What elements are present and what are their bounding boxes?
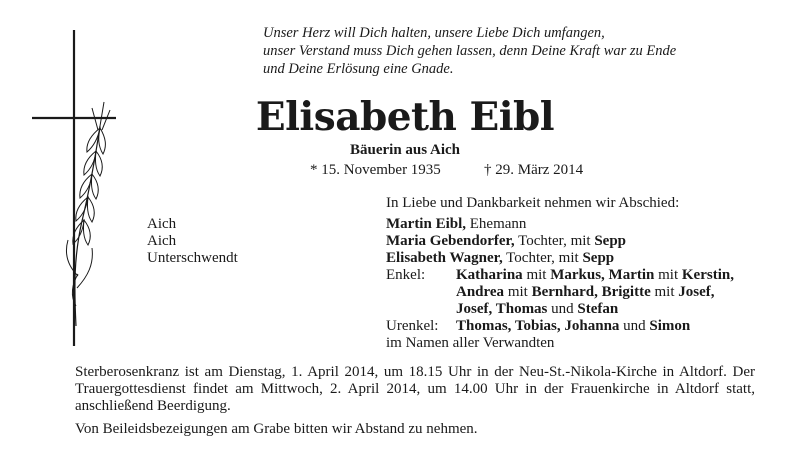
name-segment: Katharina: [456, 267, 523, 283]
mourner-place: Aich: [147, 233, 177, 249]
farewell-intro: In Liebe und Dankbarkeit nehmen wir Abschied:: [386, 195, 680, 211]
deceased-name: Elisabeth Eibl: [255, 94, 555, 140]
great-grandchildren-block: [386, 318, 734, 335]
name-segment: Josef,: [678, 284, 715, 300]
mourner-relation: Ehemann: [466, 216, 527, 232]
mourner-name: Maria Gebendorfer,: [386, 233, 515, 249]
mourner-line: [386, 250, 734, 267]
name-segment: Bernhard, Brigitte: [531, 284, 651, 300]
text-segment: und: [547, 301, 578, 317]
name-segment: Kerstin,: [681, 267, 734, 283]
mourner-partner: Sepp: [582, 250, 615, 266]
grandchildren-line: [456, 301, 734, 318]
mourner-relation: Tochter, mit: [514, 233, 595, 249]
poem-line: und Deine Erlösung eine Gnade.: [263, 61, 454, 77]
great-grandchildren-label: Urenkel:: [386, 318, 439, 334]
relatives-line: im Namen aller Verwandten: [386, 335, 555, 351]
name-segment: Thomas, Tobias, Johanna: [456, 318, 620, 334]
name-segment: Josef, Thomas: [456, 301, 548, 317]
cross-with-wheat-icon: [30, 26, 120, 348]
mourner-line: [386, 216, 734, 233]
mourner-list: [386, 216, 734, 352]
birth-date: * 15. November 1935: [310, 162, 441, 178]
poem-line: unser Verstand muss Dich gehen lassen, denn Deine Kraft war zu Ende: [263, 43, 677, 59]
text-segment: mit: [654, 267, 682, 283]
funeral-details: Sterberosenkranz ist am Dienstag, 1. April 2014, um 18.15 Uhr in der Neu-St.-Nikola-Kirche in Altdorf. Der Trauergottesdienst findet am Mittwoch, 2. April 2014, um 14.00 Uhr in der Frauenkirche in Altdorf statt, anschließend Beerdigung.: [75, 364, 755, 414]
mourner-partner: Sepp: [594, 233, 627, 249]
name-segment: Simon: [649, 318, 691, 334]
deceased-occupation: Bäuerin aus Aich: [349, 142, 461, 158]
text-segment: mit: [504, 284, 532, 300]
name-segment: Markus, Martin: [550, 267, 655, 283]
mourner-relation: Tochter, mit: [502, 250, 583, 266]
grandchildren-names: [456, 267, 734, 318]
mourner-name: Martin Eibl,: [386, 216, 467, 232]
text-segment: mit: [522, 267, 551, 283]
mourner-line: [386, 233, 734, 250]
poem: [263, 24, 676, 78]
grandchildren-line: [456, 267, 734, 284]
grandchildren-line: [456, 284, 734, 301]
poem-line: Unser Herz will Dich halten, unsere Liebe Dich umfangen,: [263, 25, 605, 41]
grandchildren-label: Enkel:: [386, 267, 426, 283]
condolence-note: Von Beileidsbezeigungen am Grabe bitten wir Abstand zu nehmen.: [75, 421, 478, 437]
grandchildren-block: [386, 267, 734, 318]
mourner-places: [147, 216, 238, 267]
text-segment: mit: [650, 284, 679, 300]
text-segment: und: [619, 318, 650, 334]
death-date: † 29. März 2014: [484, 162, 584, 178]
mourner-name: Elisabeth Wagner,: [386, 250, 503, 266]
mourner-place: Aich: [147, 216, 177, 232]
mourner-place: Unterschwendt: [147, 250, 238, 266]
name-segment: Stefan: [577, 301, 619, 317]
name-segment: Andrea: [456, 284, 505, 300]
great-grandchildren-line: [456, 318, 690, 335]
